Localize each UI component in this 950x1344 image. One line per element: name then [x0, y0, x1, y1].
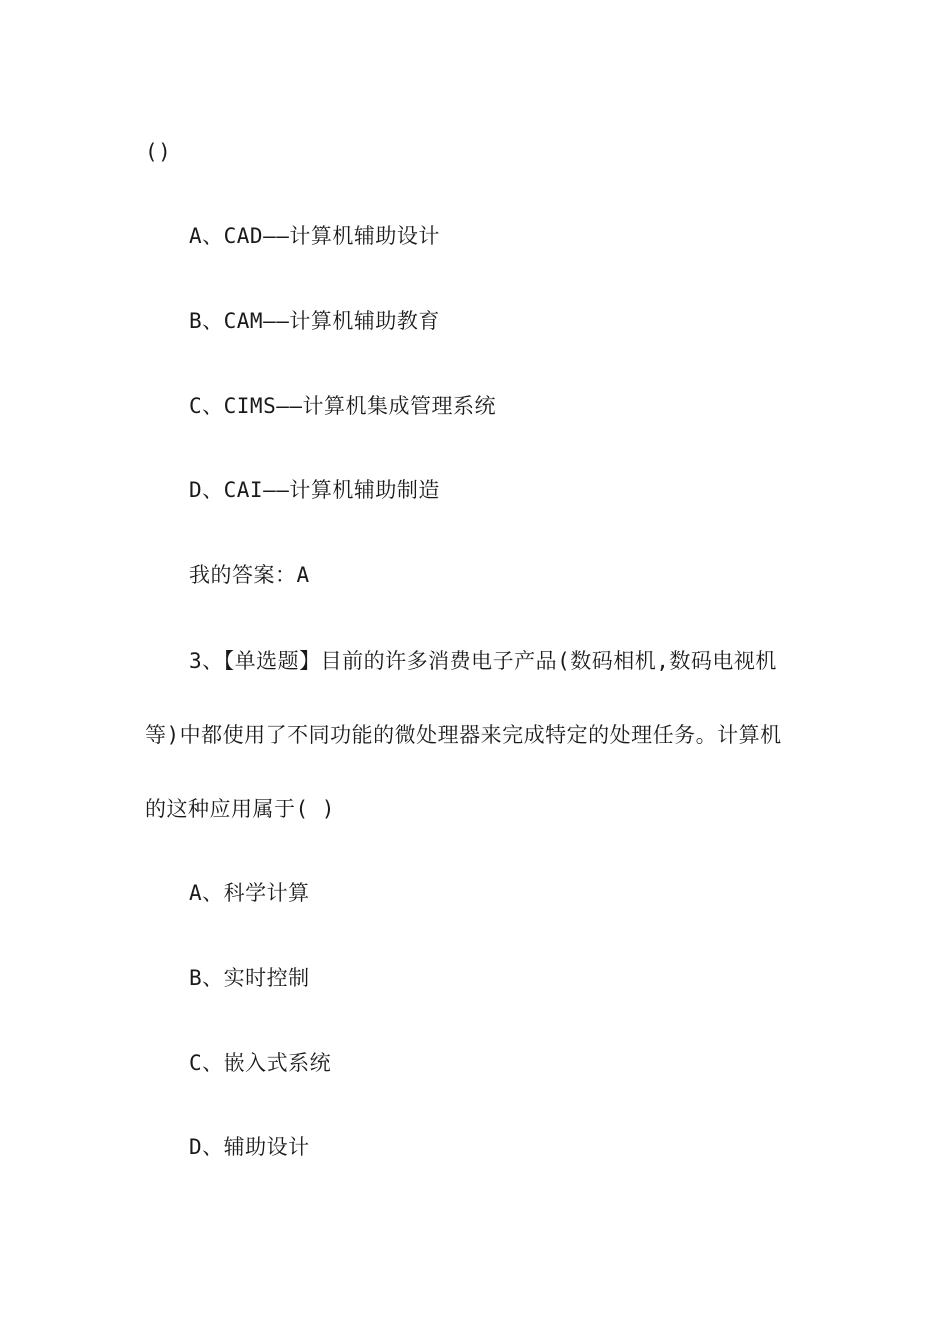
q3-option-d: D、辅助设计 — [189, 1135, 310, 1159]
q2-option-a: A、CAD——计算机辅助设计 — [189, 224, 440, 248]
q3-option-b: B、实时控制 — [189, 966, 310, 990]
q2-stem-tail: () — [145, 140, 172, 164]
q3-stem-line-3: 的这种应用属于( ) — [145, 797, 335, 821]
q2-option-b: B、CAM——计算机辅助教育 — [189, 309, 440, 333]
q2-my-answer: 我的答案：A — [189, 563, 310, 587]
q3-stem-line-2: 等)中都使用了不同功能的微处理器来完成特定的处理任务。计算机 — [145, 723, 782, 747]
q2-option-c: C、CIMS——计算机集成管理系统 — [189, 394, 497, 418]
q3-stem-line-1: 3、【单选题】目前的许多消费电子产品(数码相机,数码电视机 — [189, 649, 777, 673]
q2-option-d: D、CAI——计算机辅助制造 — [189, 478, 440, 502]
q3-option-a: A、科学计算 — [189, 881, 310, 905]
q3-option-c: C、嵌入式系统 — [189, 1051, 332, 1075]
